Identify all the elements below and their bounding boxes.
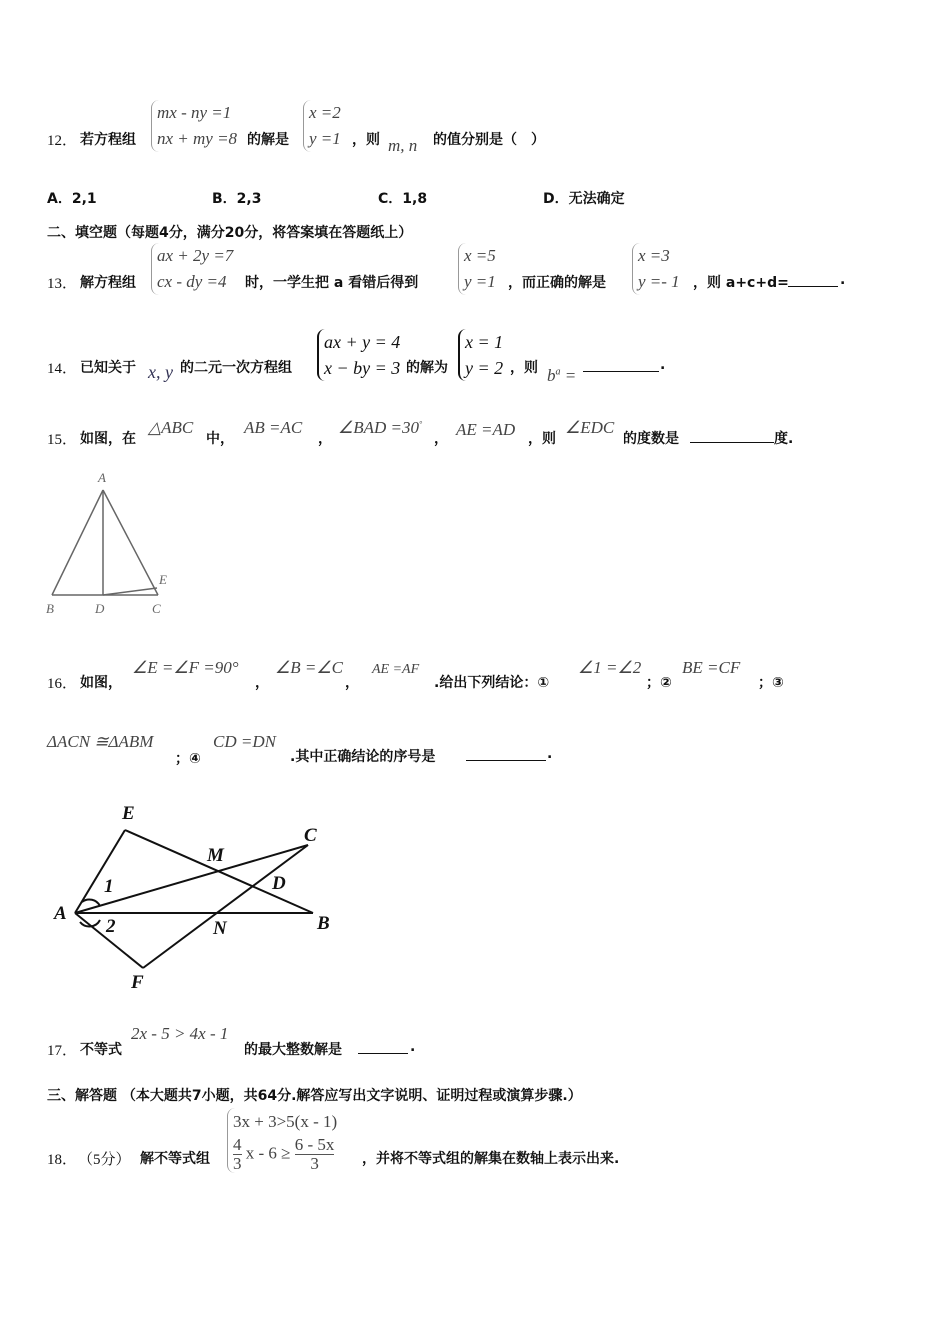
equation: y =1 [309, 129, 341, 148]
answer-blank[interactable] [583, 357, 659, 372]
option-b[interactable]: B．2,3 [212, 191, 262, 207]
inequality: 3x + 3>5(x - 1) [233, 1112, 338, 1131]
question-text: 的解为 [406, 360, 448, 376]
variables: m, n [388, 136, 418, 155]
point-label: B [46, 601, 54, 616]
point-label: D [272, 873, 286, 894]
question-text: 解方程组 [80, 275, 136, 291]
angle-expr: ∠EDC [565, 418, 615, 437]
question-text: 已知关于 [80, 360, 136, 376]
angle-label: 2 [106, 916, 116, 937]
question-text: .其中正确结论的序号是 [290, 749, 436, 765]
equation: ax + y = 4 [324, 332, 401, 352]
question-text: ；④ [175, 751, 201, 767]
angle-label: 1 [104, 876, 114, 897]
question-number: 12． [47, 133, 78, 149]
question-text: 的解是 [247, 132, 289, 148]
wrong-solution [458, 243, 496, 295]
question-text: 时，一学生把 a 看错后得到 [245, 275, 419, 291]
punctuation: ， [345, 675, 359, 691]
punctuation: ， [434, 431, 448, 447]
question-number: 15． [47, 432, 78, 448]
condition: ∠BAD =30° [338, 418, 423, 437]
question-text: 若方程组 [80, 132, 136, 148]
conclusion-2: BE =CF [682, 658, 741, 677]
equation: y = 2 [465, 358, 504, 378]
question-text: 解不等式组 [140, 1151, 210, 1167]
equation: mx - ny =1 [157, 103, 232, 122]
equation: x =5 [464, 246, 496, 265]
triangle-expr: △ABC [148, 418, 194, 437]
option-c[interactable]: C．1,8 [378, 191, 428, 207]
question-number: 18． [47, 1152, 78, 1168]
question-text: 的值分别是（ ） [433, 132, 545, 148]
equation: x = 1 [465, 332, 504, 352]
point-label: M [207, 845, 224, 866]
question-text: 中， [206, 431, 234, 447]
equation: y =- 1 [638, 272, 680, 291]
question-text: 的最大整数解是 [244, 1042, 342, 1058]
point-label: C [304, 825, 317, 846]
condition: ∠E =∠F =90° [132, 658, 239, 677]
inequality: $\frac{4}{3}$ x - 6 ≥ $\frac{6 - 5x}{3}$ [233, 1135, 335, 1173]
question-text: 如图， [80, 675, 122, 691]
question-text: ；③ [758, 675, 784, 691]
question-text: 的二元一次方程组 [180, 360, 292, 376]
conclusion-3: ΔACN ≅ΔABM [47, 732, 154, 751]
condition: ∠B =∠C [275, 658, 343, 677]
question-text: ，则 [528, 431, 556, 447]
conclusion-1: ∠1 =∠2 [578, 658, 642, 677]
point-label: N [213, 918, 227, 939]
question-text: 的度数是 [623, 431, 679, 447]
question-text: ；② [646, 675, 672, 691]
question-number: 14． [47, 361, 78, 377]
punctuation: . [547, 746, 553, 762]
question-number: 16． [47, 676, 78, 692]
question-number: 13． [47, 276, 78, 292]
point-label: D [95, 601, 105, 616]
answer-blank[interactable] [690, 428, 774, 443]
answer-blank[interactable] [466, 746, 546, 761]
equation: cx - dy =4 [157, 272, 227, 291]
question-text: 如图，在 [80, 431, 136, 447]
score-label: （5分） [78, 1152, 131, 1168]
punctuation: ， [255, 675, 269, 691]
answer-blank[interactable] [788, 272, 838, 287]
point-label: C [152, 601, 161, 616]
punctuation: . [410, 1039, 416, 1055]
point-label: E [122, 803, 135, 824]
punctuation: . [660, 357, 666, 373]
conclusion-4: CD =DN [213, 732, 276, 751]
condition: AE =AD [456, 420, 516, 439]
condition: AE =AF [372, 662, 420, 677]
power-expression: $b^a$ = [547, 366, 577, 385]
question-text: ，则 [510, 360, 538, 376]
section-heading: 二、填空题（每题4分，满分20分，将答案填在答题纸上） [47, 225, 413, 241]
question-number: 17． [47, 1043, 78, 1059]
punctuation: . [840, 272, 846, 288]
point-label: A [54, 903, 67, 924]
point-label: B [317, 913, 330, 934]
inequality-system [227, 1108, 337, 1173]
equation: x − by = 3 [324, 358, 401, 378]
answer-blank[interactable] [358, 1039, 408, 1054]
question-text: ，则 a+c+d= [693, 275, 789, 291]
equation: ax + 2y =7 [157, 246, 234, 265]
point-label: E [159, 572, 167, 587]
equation: x =3 [638, 246, 670, 265]
question-text: 度. [774, 431, 794, 447]
point-label: F [131, 972, 144, 993]
equation: x =2 [309, 103, 341, 122]
geometry-figure [0, 0, 360, 1000]
option-d[interactable]: D．无法确定 [543, 191, 625, 207]
variables: x, y [148, 362, 173, 382]
equation: y =1 [464, 272, 496, 291]
point-label: A [98, 470, 106, 485]
inequality: 2x - 5 > 4x - 1 [131, 1024, 229, 1043]
condition: AB =AC [244, 418, 303, 437]
question-text: .给出下列结论：① [434, 675, 550, 691]
question-text: 不等式 [80, 1042, 122, 1058]
question-text: ，并将不等式组的解集在数轴上表示出来. [362, 1151, 620, 1167]
punctuation: ， [318, 431, 332, 447]
section-heading: 三、解答题 （本大题共7小题，共64分.解答应写出文字说明、证明过程或演算步骤.） [47, 1088, 582, 1104]
solution-system [632, 243, 680, 295]
equation: nx + my =8 [157, 129, 238, 148]
option-a[interactable]: A．2,1 [47, 191, 97, 207]
solution-system [458, 329, 503, 381]
question-text: ，则 [352, 132, 380, 148]
question-text: ，而正确的解是 [508, 275, 606, 291]
